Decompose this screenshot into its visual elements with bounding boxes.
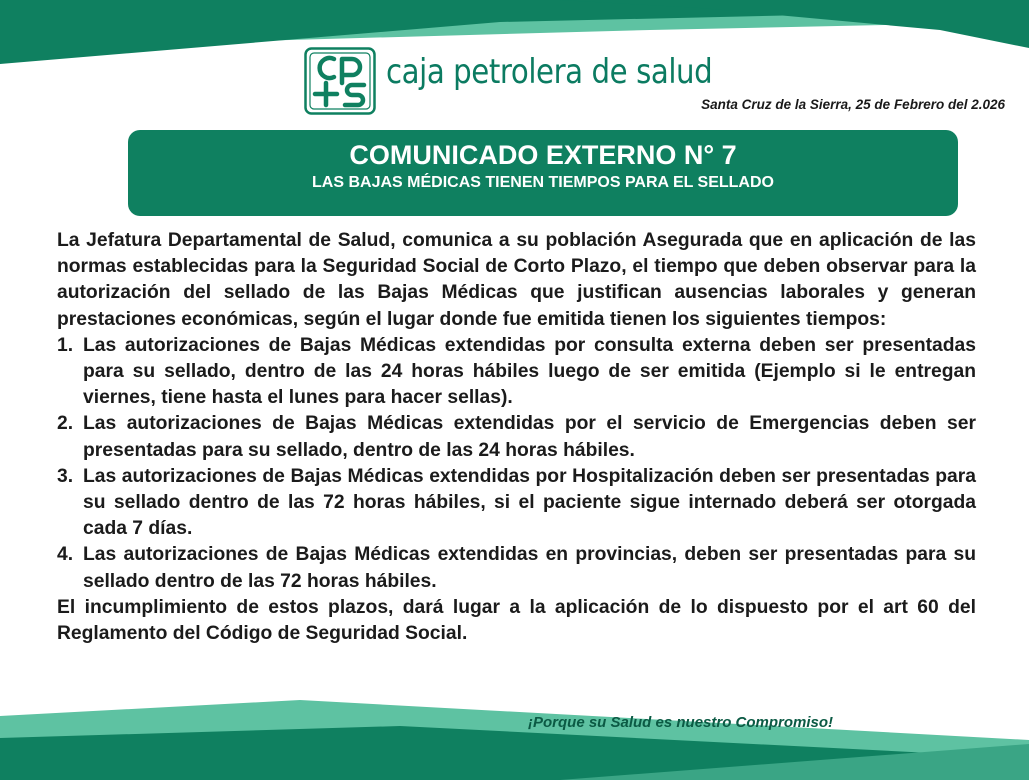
header-banner [128,130,958,216]
list-item [57,542,976,594]
banner-title: COMUNICADO EXTERNO N° 7 [349,140,737,170]
document-date: Santa Cruz de la Sierra, 25 de Febrero del 2.026 [701,97,1005,112]
deadline-list [57,333,976,595]
list-number: 1. [57,334,74,356]
banner-subtitle: LAS BAJAS MÉDICAS TIENEN TIEMPOS PARA EL SELLADO [312,174,774,191]
intro-paragraph: La Jefatura Departamental de Salud, comunica a su población Asegurada que en aplicación de las normas establecidas para la Seguridad Social de Corto Plazo, el tiempo que deben observar para la autorización del sellado de las Bajas Médicas que justifican ausencias laborales y generan prestaciones económicas, según el lugar donde fue emitida tienen los siguientes tiempos: [57,230,976,330]
closing-paragraph: El incumplimiento de estos plazos, dará lugar a la aplicación de lo dispuesto por el art 60 del Reglamento del Código de Seguridad Social. [57,596,976,645]
list-number: 2. [57,413,74,435]
brand-name: caja petrolera de salud [386,52,713,92]
list-item [57,333,976,412]
cps-logo-icon [304,47,376,115]
list-text: Las autorizaciones de Bajas Médicas extendidas por el servicio de Emergencias deben ser presentadas para su sellado, dentro de las 24 horas hábiles. [83,413,976,461]
list-item [57,411,976,463]
communique-body [57,228,976,647]
list-text: Las autorizaciones de Bajas Médicas extendidas por consulta externa deben ser presentadas para su sellado, dentro de las 24 horas hábiles luego de ser emitida (Ejemplo si le entregan viernes, tiene hasta el lunes para hacer sellas). [83,334,976,409]
list-item [57,464,976,543]
list-number: 4. [57,544,74,566]
list-text: Las autorizaciones de Bajas Médicas extendidas en provincias, deben ser presentadas para su sellado dentro de las 72 horas hábiles. [83,544,976,592]
list-text: Las autorizaciones de Bajas Médicas extendidas por Hospitalización deben ser presentadas para su sellado dentro de las 72 horas hábiles, si el paciente sigue internado deberá ser otorgada cada 7 días. [83,465,976,540]
tagline: ¡Porque su Salud es nuestro Compromiso! [528,714,834,731]
list-number: 3. [57,465,74,487]
